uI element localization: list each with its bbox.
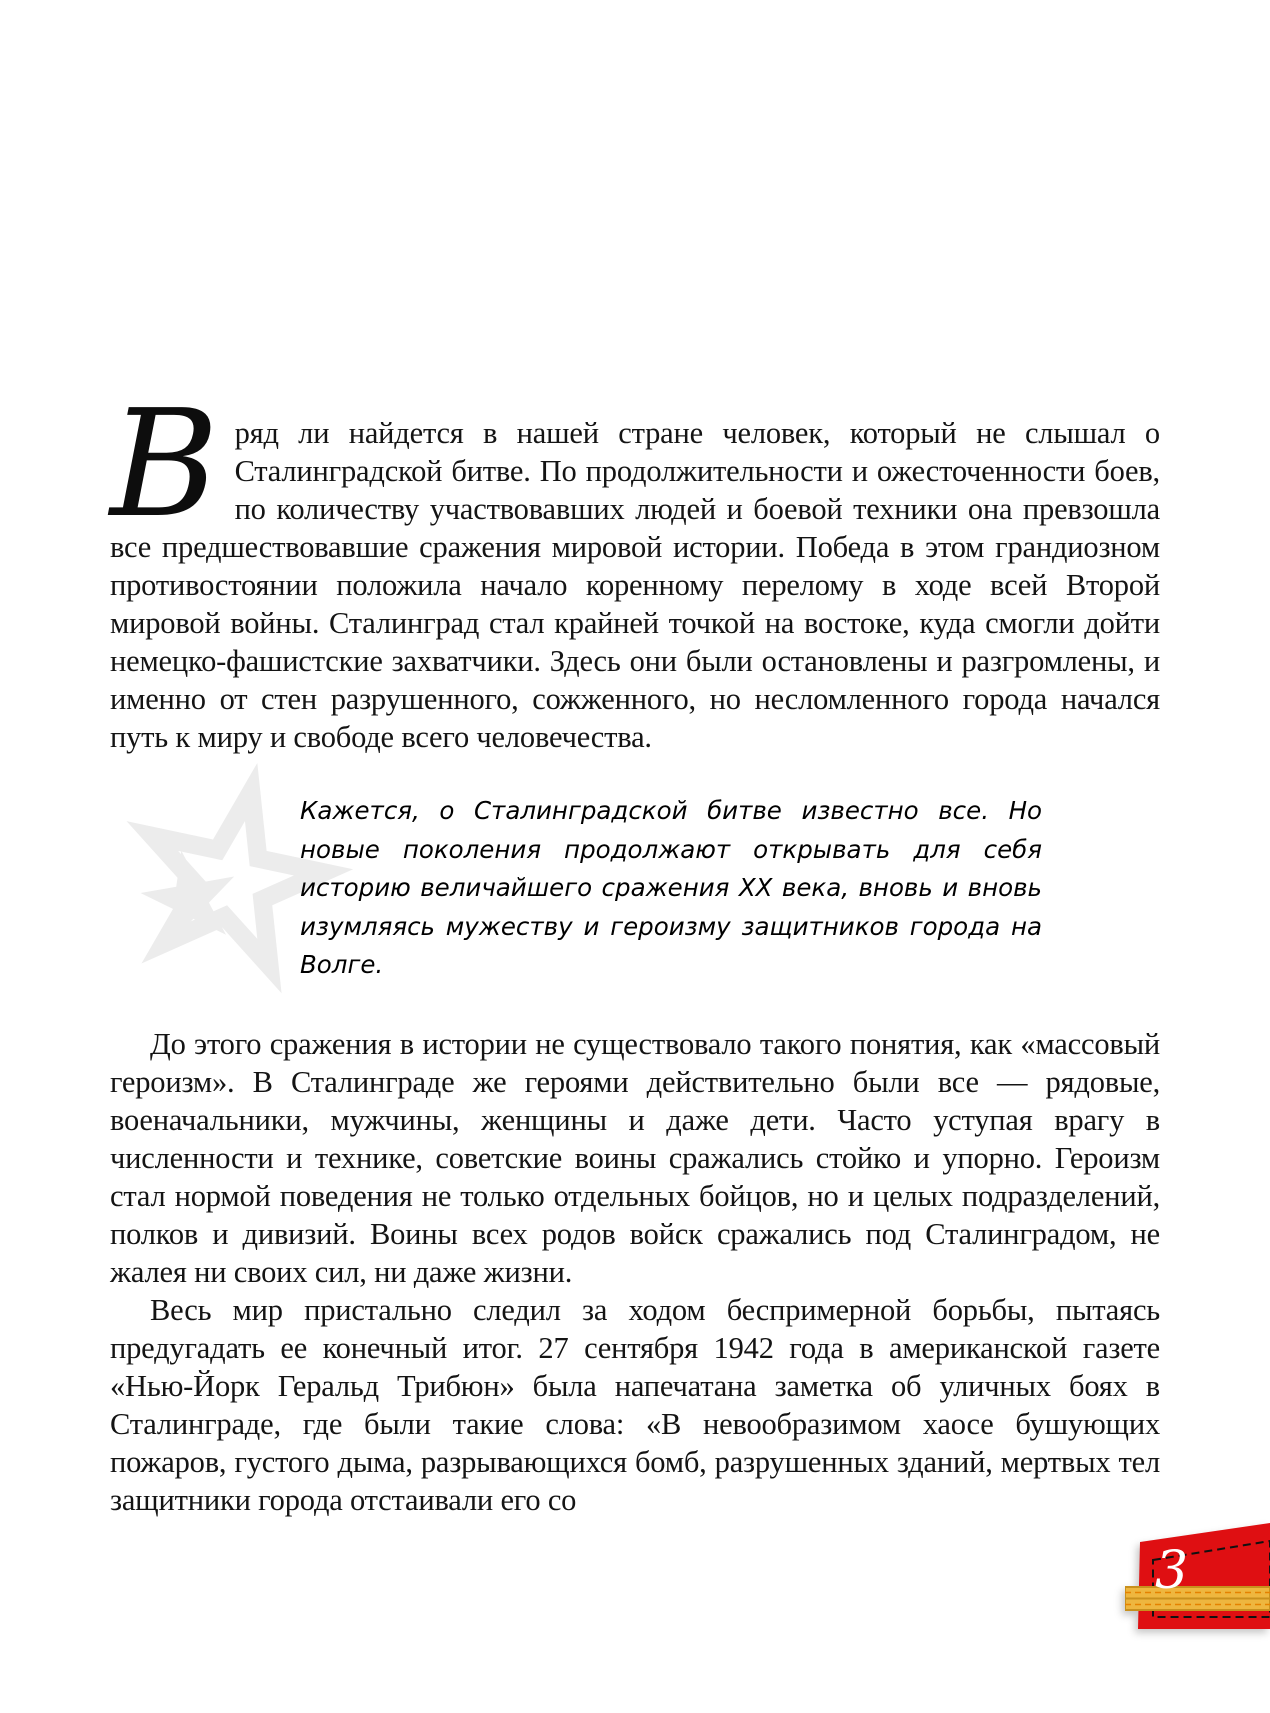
page-number-badge <box>1125 1518 1270 1633</box>
text-column <box>110 378 1160 1519</box>
page-number: 3 <box>1155 1541 1189 1601</box>
paragraph-2: До этого сражения в истории не существовало такого понятия, как «массовый героизм». В Сталинграде же героями действительно были все — рядовые, военачальники, мужчины, женщины и даже дети. Часто уступая врагу в численности и технике, советские воины сражались стойко и упорно. Героизм стал нормой поведения не только отдельных бойцов, но и целых подразделений, полков и дивизий. Воины всех родов войск сражались под Сталинградом, не жалея ни своих сил, ни даже жизни. <box>110 1026 1160 1289</box>
quote-block: Кажется, о Сталинградской битве известно все. Но новые поколения продолжают открывать для себя историю величайшего сражения XX века, вновь и вновь изумляясь мужеству и героизму защитников города на Волге. <box>300 796 1042 979</box>
ribbon <box>1125 1587 1270 1610</box>
paragraph-1 <box>110 378 1160 756</box>
paragraph-3: Весь мир пристально следил за ходом беспримерной борьбы, пытаясь предугадать ее конечный итог. 27 сентября 1942 года в американской газете «Нью-Йорк Геральд Трибюн» была напечатана заметка об уличных боях в Сталинграде, где были такие слова: «В невообразимом хаосе бушующих пожаров, густого дыма, разрывающихся бомб, разрушенных зданий, мертвых тел защитники города отстаивали его со <box>110 1292 1160 1517</box>
dropcap-letter: В <box>110 378 219 550</box>
paragraph-1-text: ряд ли найдется в нашей стране человек, который не слышал о Сталинградской битве. По продолжительности и ожесточенности боев, по количеству участвовавших людей и боевой техники она превзошла все предшествовавшие сражения мировой истории. Победа в этом грандиозном противостоянии положила начало коренному перелому в ходе всей Второй мировой войны. Сталинград стал крайней точкой на востоке, куда смогли дойти немецко-фашистские захватчики. Здесь они были остановлены и разгромлены, и именно от стен разрушенного, сожженного, но несломленного города начался путь к миру и свободе всего человечества. <box>110 416 1160 754</box>
